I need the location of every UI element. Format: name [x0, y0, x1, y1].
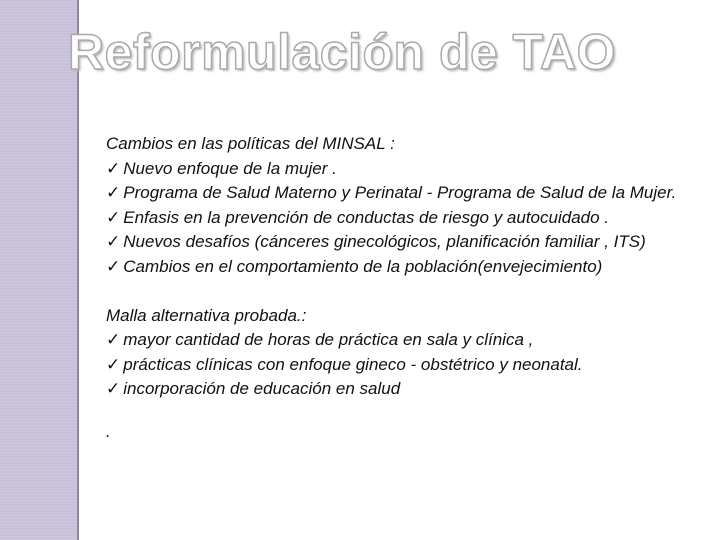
block2-item-3: ✓ incorporación de educación en salud	[106, 379, 401, 398]
checkmark-icon: ✓	[106, 330, 121, 349]
block1-item-1: ✓ Nuevo enfoque de la mujer .	[106, 158, 337, 178]
checkmark-icon: ✓	[106, 207, 121, 227]
checkmark-icon: ✓	[106, 232, 121, 251]
checkmark-icon: ✓	[106, 379, 121, 398]
checkmark-icon: ✓	[106, 256, 121, 276]
checkmark-icon: ✓	[106, 354, 121, 374]
checkmark-icon: ✓	[106, 158, 121, 178]
block1-item-3: ✓ Enfasis en la prevención de conductas de riesgo y autocuidado .	[106, 207, 610, 227]
block1-item-2: ✓ Programa de Salud Materno y Perinatal - Programa de Salud de la Mujer.	[106, 183, 677, 202]
block1-heading: Cambios en las políticas del MINSAL :	[106, 134, 395, 153]
block1-item-4: ✓ Nuevos desafíos (cánceres ginecológicos, planificación familiar , ITS)	[106, 232, 646, 251]
slide-body	[106, 132, 706, 444]
slide-title: Reformulación de TAO	[68, 24, 617, 80]
block2-item-1: ✓ mayor cantidad de horas de práctica en sala y clínica ,	[106, 330, 534, 349]
trailing-period: .	[106, 421, 111, 441]
checkmark-icon: ✓	[106, 183, 121, 202]
block1-item-5: ✓ Cambios en el comportamiento de la población(envejecimiento)	[106, 256, 603, 276]
block2-item-2: ✓ prácticas clínicas con enfoque gineco - obstétrico y neonatal.	[106, 354, 583, 374]
spacer	[106, 279, 706, 304]
spacer	[106, 402, 706, 420]
block2-heading: Malla alternativa probada.:	[106, 305, 307, 325]
